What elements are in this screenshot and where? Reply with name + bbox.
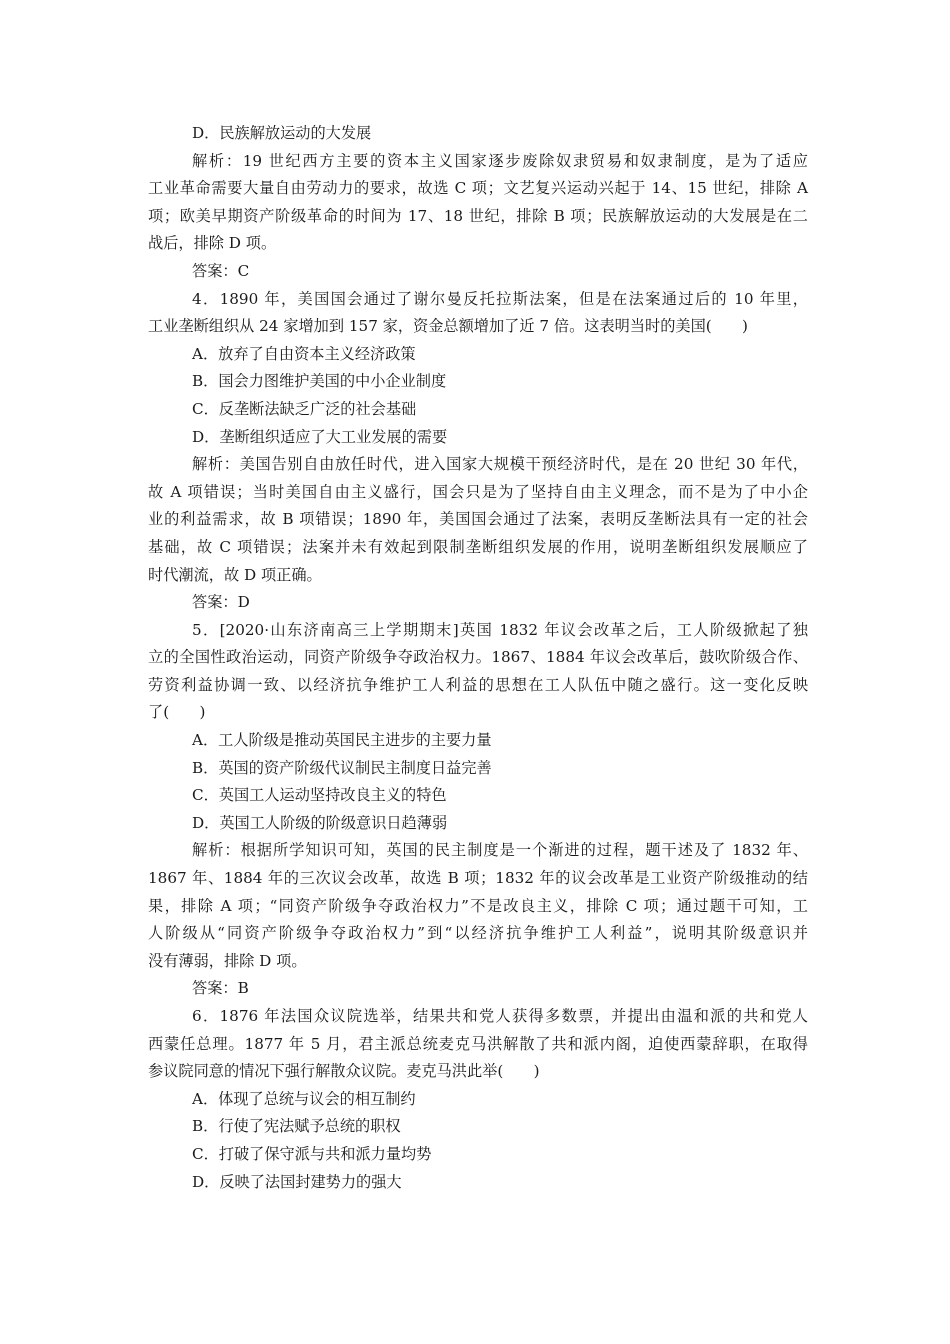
text-line-item: D．民族解放运动的大发展 bbox=[192, 124, 372, 142]
text-line-item: B．英国的资产阶级代议制民主制度日益完善 bbox=[192, 758, 492, 777]
text-line-item: A．体现了总统与议会的相互制约 bbox=[192, 1089, 416, 1108]
text-line: 基础，故 C 项错误；法案并未有效起到限制垄断组织发展的作用，说明垄断组织发展顺应了 bbox=[148, 537, 808, 556]
text-line: 解析：19 世纪西方主要的资本主义国家逐步废除奴隶贸易和奴隶制度，是为了适应 bbox=[192, 151, 808, 170]
text-line: 没有薄弱，排除 D 项。 bbox=[148, 951, 307, 970]
text-line: 立的全国性政治运动，同资产阶级争夺政治权力。1867、1884 年议会改革后，鼓吹阶级合作、 bbox=[148, 648, 808, 667]
text-line: 故 A 项错误；当时美国自由主义盛行，国会只是为了坚持自由主义理念，而不是为了中小企 bbox=[148, 482, 808, 501]
text-line-item: C．打破了保守派与共和派力量均势 bbox=[192, 1144, 432, 1163]
text-line-item: C．反垄断法缺乏广泛的社会基础 bbox=[192, 399, 417, 418]
text-line: 解析：根据所学知识可知，英国的民主制度是一个渐进的过程，题干述及了 1832 年、 bbox=[192, 841, 808, 860]
text-line: 1867 年、1884 年的三次议会改革，故选 B 项；1832 年的议会改革是工业资产阶级推动的结 bbox=[148, 869, 808, 888]
text-line: 项；欧美早期资产阶级革命的时间为 17、18 世纪，排除 B 项；民族解放运动的大发展是在二 bbox=[148, 206, 808, 225]
text-line: 战后，排除 D 项。 bbox=[148, 234, 277, 253]
text-line: 6．1876 年法国众议院选举，结果共和党人获得多数票，并提出由温和派的共和党人 bbox=[192, 1007, 808, 1025]
text-line: 工业垄断组织从 24 家增加到 157 家，资金总额增加了近 7 倍。这表明当时的美国( ) bbox=[148, 317, 748, 336]
text-line: 解析：美国告别自由放任时代，进入国家大规模干预经济时代，是在 20 世纪 30 年代， bbox=[192, 455, 808, 474]
text-line-item: 答案：C bbox=[192, 261, 250, 280]
text-line: 工业革命需要大量自由劳动力的要求，故选 C 项；文艺复兴运动兴起于 14、15 世纪，排除 A bbox=[148, 179, 808, 198]
text-line: 西蒙任总理。1877 年 5 月，君主派总统麦克马洪解散了共和派内阁，迫使西蒙辞职，在取得 bbox=[148, 1034, 808, 1053]
document-body bbox=[148, 120, 808, 1196]
text-line-item: D．英国工人阶级的阶级意识日趋薄弱 bbox=[192, 813, 448, 832]
text-line-item: A．工人阶级是推动英国民主进步的主要力量 bbox=[192, 731, 492, 750]
text-line-item: C．英国工人运动坚持改良主义的特色 bbox=[192, 786, 447, 805]
text-line-item: 答案：B bbox=[192, 979, 249, 998]
text-line-item: 答案：D bbox=[192, 593, 250, 612]
text-line: 了( ) bbox=[148, 703, 206, 722]
text-line-item: A．放弃了自由资本主义经济政策 bbox=[192, 344, 416, 363]
text-line: 果，排除 A 项；“同资产阶级争夺政治权力”不是改良主义，排除 C 项；通过题干可知，工 bbox=[148, 896, 808, 915]
text-line: 劳资利益协调一致、以经济抗争维护工人利益的思想在工人队伍中随之盛行。这一变化反映 bbox=[148, 675, 808, 694]
text-line-item: D．垄断组织适应了大工业发展的需要 bbox=[192, 427, 448, 446]
text-line: 人阶级从“同资产阶级争夺政治权力”到“以经济抗争维护工人利益”，说明其阶级意识并 bbox=[148, 924, 808, 943]
text-line-item: B．国会力图维护美国的中小企业制度 bbox=[192, 372, 447, 391]
text-line-item: D．反映了法国封建势力的强大 bbox=[192, 1172, 402, 1191]
text-line-item: B．行使了宪法赋予总统的职权 bbox=[192, 1117, 401, 1136]
text-line: 参议院同意的情况下强行解散众议院。麦克马洪此举( ) bbox=[148, 1062, 540, 1081]
text-line: 业的利益需求，故 B 项错误；1890 年，美国国会通过了法案，表明反垄断法具有一定的社会 bbox=[148, 510, 808, 529]
text-line: 5．[2020·山东济南高三上学期期末]英国 1832 年议会改革之后，工人阶级掀起了独 bbox=[192, 620, 808, 639]
text-line: 4．1890 年，美国国会通过了谢尔曼反托拉斯法案，但是在法案通过后的 10 年里， bbox=[192, 289, 808, 308]
text-line: 时代潮流，故 D 项正确。 bbox=[148, 565, 322, 584]
